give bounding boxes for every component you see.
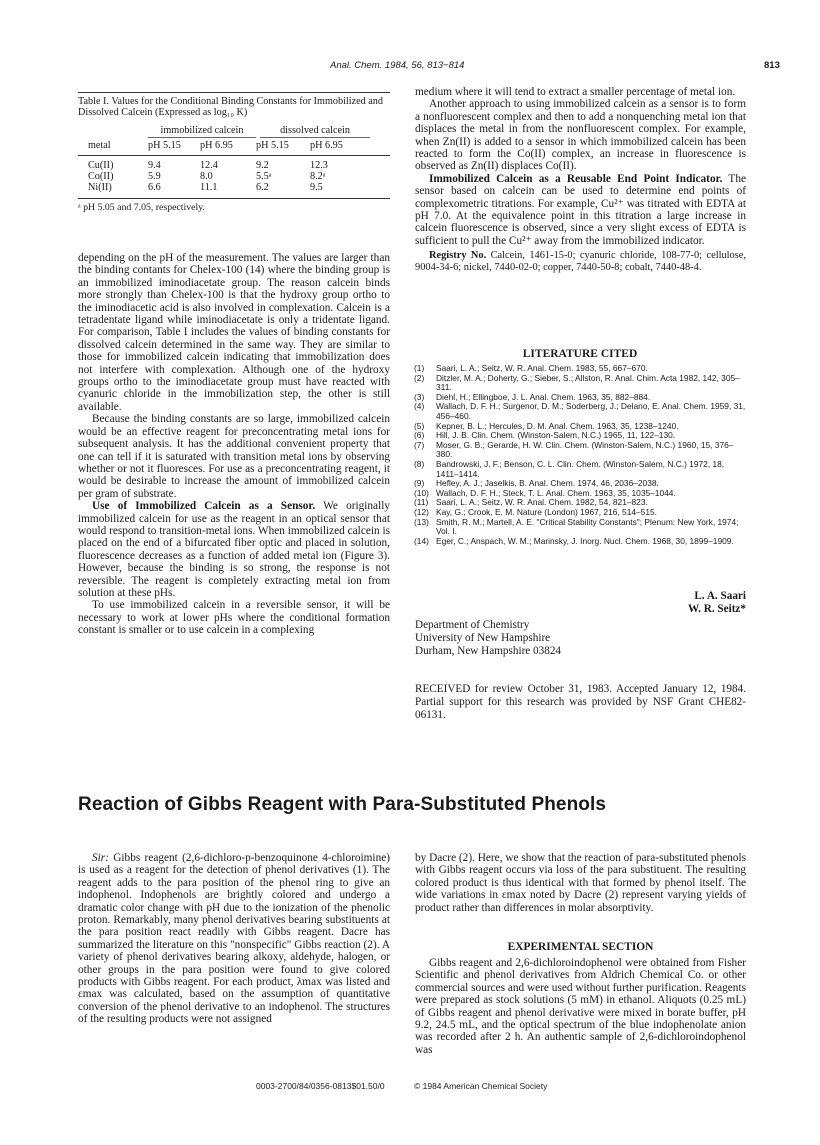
- paragraph-text: Gibbs reagent (2,6-dichloro-p-benzoquinone 4-chloroimine) is used as a reagent for the detection of phenol derivatives (1). The reagent adds to the para position of the phenol ring to give an indophenol. Indophenols are brightly colored and undergo a dramatic color change with pH due to the ionization of the phenolic proton. Remarkably, many phenol derivatives bearing substituents at the para position react readily with Gibbs reagent. Dacre has summarized the literature on this "nonspecific" Gibbs reaction (2). A variety of phenol derivatives bearing alkoxy, aldehyde, halogen, or other groups in the para position were found to give colored products with Gibbs reagent. For each product, λmax was listed and εmax was calculated, based on the assumption of quantitative conversion of the phenol derivative to an indophenol. The structures of the resulting products were not assigned: [78, 852, 390, 1026]
- table-cell: Co(II): [88, 171, 114, 183]
- paragraph: depending on the pH of the measurement. The values are larger than the binding contants for Chelex-100 (14) where the binding group is an immobilized iminodiacetate group. The reason calcein binds more strongly than Chelex-100 is that the hydroxy group ortho to the iminodiacetic acid is also involved in complexation. Calcein is a tetradentate ligand while iminodiacetate is only a tridentate ligand. For comparison, Table I includes the values of binding constants for dissolved calcein determined in the same way. They are similar to those for immobilized calcein indicating that immobilization does not interfere with complexation. Although one of the hydroxy groups ortho to the iminodiacetate group must have reacted with cyanuric chloride in the immobilization step, the other is still available.: [78, 252, 390, 413]
- affiliation: [415, 619, 561, 658]
- reference-text: Wallach, D. F. H.; Surgenor, D. M.; Soderberg, J.; Delano, E. Anal. Chem. 1959, 31, 456–460.: [436, 401, 746, 421]
- reference-text: Saari, L. A.; Seitz, W. R. Anal. Chem. 1982, 54, 821–823.: [436, 497, 648, 508]
- journal-citation: Anal. Chem. 1984, 56, 813−814: [330, 60, 465, 71]
- paragraph: Another approach to using immobilized calcein as a sensor is to form a nonfluorescent complex and then to add a nonquenching metal ion that displaces the metal in from the nonfluorescent complex. For example, when Zn(II) is added to a sensor in which immobilized calcein has been reacted to form the Co(II) complex, an increase in fluorescence is observed as Zn(II) displaces Co(II).: [415, 98, 746, 173]
- table-1: [78, 92, 390, 213]
- table-cell: 5.9: [148, 171, 161, 183]
- reference-number: (4): [414, 401, 425, 412]
- table-col-header: pH 6.95: [310, 140, 343, 152]
- table-cell: 9.5: [310, 182, 323, 194]
- table-row: [78, 182, 390, 193]
- table-body: [78, 156, 390, 199]
- table-col-header: pH 6.95: [200, 140, 233, 152]
- reference-number: (6): [414, 430, 425, 441]
- reference-number: (2): [414, 372, 425, 383]
- left-column-text: [78, 252, 390, 637]
- right-column-text: [415, 86, 746, 273]
- table-col-header: metal: [88, 140, 111, 152]
- reference-number: (9): [414, 478, 425, 489]
- reference-text: Eger, C.; Anspach, W. M.; Marinsky, J. Inorg. Nucl. Chem. 1968, 30, 1899–1909.: [436, 535, 734, 546]
- affiliation-line: Department of Chemistry: [415, 619, 530, 631]
- table-footnote: ᵃ pH 5.05 and 7.05, respectively.: [78, 201, 205, 213]
- reference-item: [414, 441, 746, 460]
- reference-item: [414, 518, 746, 537]
- paragraph: Gibbs reagent and 2,6-dichloroindophenol were obtained from Fisher Scientific and phenol derivatives from Aldrich Chemical Co. or other commercial sources and were used without further purification. Reagents were prepared as stock solutions (5 mM) in ethanol. Aliquots (0.25 mL) of Gibbs reagent and phenol derivative were mixed in borate buffer, pH 9.2, 24.5 mL, and the optical spectrum of the blue indophenolate anion was recorded after 2 h. An authentic sample of 2,6-dichloroindophenol was: [415, 957, 746, 1056]
- reference-list: [414, 364, 746, 546]
- literature-cited-heading: LITERATURE CITED: [522, 348, 638, 360]
- reference-number: (8): [414, 458, 425, 469]
- reference-number: (1): [414, 363, 425, 373]
- table-cell: 8.0: [200, 171, 213, 183]
- reference-text: Hefley, A. J.; Jaselkis, B. Anal. Chem. 1974, 46, 2036–2038.: [436, 478, 659, 489]
- article2-right-column-cont: [415, 957, 746, 1056]
- author-block: [600, 590, 746, 616]
- table-cell: Ni(II): [88, 182, 112, 194]
- reference-number: (11): [414, 497, 429, 508]
- reference-item: [414, 374, 746, 393]
- table-cell: 6.6: [148, 182, 161, 194]
- reference-number: (7): [414, 439, 425, 450]
- table-header-row: [78, 138, 390, 155]
- table-group-header: dissolved calcein: [260, 125, 370, 138]
- paragraph-text: We originally immobilized calcein for use as the reagent in an optical sensor that would respond to transition-metal ions. When immobilized calcein is placed on the end of a bifurcated fiber optic and placed in solution, fluorescence decreases as a function of added metal ion (Figure 3). However, because the binding is so strong, the response is not reversible. The reagent is completely extracting metal ion from solution at these pHs.: [78, 500, 390, 599]
- paragraph: Because the binding constants are so large, immobilized calcein would be an effective reagent for preconcentrating metal ions for subsequent analysis. It has the additional convenient property that one can tell if it is saturated with transition metal ions by observing whether or not it fluoresces. For use as a preconcentrating reagent, it would be desirable to increase the amount of immobilized calcein per gram of substrate.: [78, 413, 390, 500]
- author-name: L. A. Saari: [694, 590, 746, 602]
- table-cell: 5.5ᵃ: [256, 171, 272, 183]
- table-row: [78, 171, 390, 182]
- article-title: Reaction of Gibbs Reagent with Para-Substituted Phenols: [78, 794, 607, 815]
- reference-number: (14): [414, 535, 429, 546]
- table-cell: 6.2: [256, 182, 269, 194]
- reference-item: [414, 402, 746, 421]
- run-in-heading: Use of Immobilized Calcein as a Sensor.: [92, 500, 316, 513]
- table-top-rule: [78, 92, 390, 93]
- reference-item: [414, 537, 746, 547]
- paragraph: To use immobilized calcein in a reversible sensor, it will be necessary to work at lower pHs where the conditional formation constant is smaller or to use calcein in a complexing: [78, 599, 390, 637]
- table-cell: 8.2ᵃ: [310, 171, 326, 183]
- article2-right-column: [415, 852, 746, 914]
- paragraph: [78, 500, 390, 599]
- table-cell: 11.1: [200, 182, 218, 194]
- registry-heading: Registry No.: [429, 250, 487, 262]
- table-cell: 12.3: [310, 159, 328, 171]
- paragraph-text: The sensor based on calcein can be used to determine end points of complexometric titrations. For example, Cu²⁺ was titrated with EDTA at pH 7.0. At the equivalence point in this titration a large increase in calcein fluorescence is observed, since a very slight excess of EDTA is sufficient to pull the Cu²⁺ away from the immobilized indicator.: [415, 172, 746, 247]
- reference-text: Kay, G.; Crook, E. M. Nature (London) 1967, 216, 514–515.: [436, 506, 657, 517]
- salutation: Sir:: [92, 852, 109, 864]
- reference-number: (3): [414, 391, 425, 402]
- reference-number: (10): [414, 487, 429, 498]
- page-number: 813: [764, 60, 780, 71]
- affiliation-line: University of New Hampshire: [415, 632, 551, 644]
- section-heading: EXPERIMENTAL SECTION: [507, 941, 654, 953]
- received-note: RECEIVED for review October 31, 1983. Accepted January 12, 1984. Partial support for this research was provided by NSF Grant CHE82-06131.: [415, 683, 746, 721]
- affiliation-line: Durham, New Hampshire 03824: [415, 645, 562, 657]
- reference-text: Moser, G. B.; Gerarde, H. W. Clin. Chem. (Winston-Salem, N.C.) 1960, 15, 376–380.: [436, 439, 734, 460]
- reference-text: Kepner, B. L.; Hercules, D. M. Anal. Chem. 1963, 35, 1238–1240.: [436, 420, 679, 431]
- running-header: [0, 60, 820, 76]
- reference-text: Diehl, H.; Ellingboe, J. L. Anal. Chem. 1963, 35, 882–884.: [436, 391, 651, 402]
- registry-text: Calcein, 1461-15-0; cyanuric chloride, 108-77-0; cellulose, 9004-34-6; nickel, 7440-02-0; copper, 7440-50-8; cobalt, 7440-48-4.: [415, 250, 746, 273]
- reference-text: Ditzler, M. A.; Doherty, G.; Sieber, S.; Allston, R. Anal. Chim. Acta 1982, 142, 305–311.: [436, 372, 740, 393]
- reference-number: (13): [414, 516, 429, 527]
- reference-text: Bandrowski, J. F.; Benson, C. L. Clin. Chem. (Winston-Salem, N.C.) 1972, 18, 1411–1414.: [436, 458, 725, 479]
- table-cell: 9.4: [148, 159, 161, 171]
- reference-text: Hill, J. B. Clin. Chem. (Winston-Salem, N.C.) 1965, 11, 122–130.: [436, 430, 676, 441]
- reference-text: Saari, L. A.; Seitz, W. R. Anal. Chem. 1983, 55, 667–670.: [436, 363, 648, 373]
- run-in-heading: Immobilized Calcein as a Reusable End Point Indicator.: [429, 172, 723, 185]
- reference-text: Wallach, D. F. H.; Steck, T. L. Anal. Chem. 1963, 35, 1035–1044.: [436, 487, 676, 498]
- paragraph: medium where it will tend to extract a smaller percentage of metal ion.: [415, 86, 736, 98]
- table-col-header: pH 5.15: [256, 140, 289, 152]
- reference-item: [414, 460, 746, 479]
- table-caption: Table I. Values for the Conditional Binding Constants for Immobilized and Dissolved Calcein (Expressed as log₁₀ K): [78, 96, 383, 119]
- table-row: [78, 160, 390, 171]
- footer-code: 0003-2700/84/0356-0813$01.50/0: [256, 1081, 385, 1091]
- paragraph: [415, 173, 746, 247]
- table-cell: Cu(II): [88, 159, 114, 171]
- registry-paragraph: [415, 250, 746, 273]
- reference-number: (12): [414, 506, 429, 517]
- table-cell: 12.4: [200, 159, 218, 171]
- paragraph: [78, 852, 390, 1026]
- reference-text: Smith, R. M.; Martell, A. E. "Critical Stability Constants"; Plenum: New York, 1974; Vol. I.: [436, 516, 739, 537]
- reference-number: (5): [414, 420, 425, 431]
- footer-copyright: © 1984 American Chemical Society: [414, 1081, 548, 1091]
- paragraph: by Dacre (2). Here, we show that the reaction of para-substituted phenols with Gibbs reagent occurs via loss of the para substituent. The resulting colored product is thus identical with that formed by phenol itself. The wide variations in εmax noted by Dacre (2) represent varying yields of product rather than differences in molar absorptivity.: [415, 852, 746, 914]
- table-group-header: immobilized calcein: [148, 125, 256, 138]
- article2-left-column: [78, 852, 390, 1026]
- author-name: W. R. Seitz*: [687, 603, 746, 615]
- table-group-header-row: [78, 125, 390, 138]
- table-col-header: pH 5.15: [148, 140, 181, 152]
- table-cell: 9.2: [256, 159, 269, 171]
